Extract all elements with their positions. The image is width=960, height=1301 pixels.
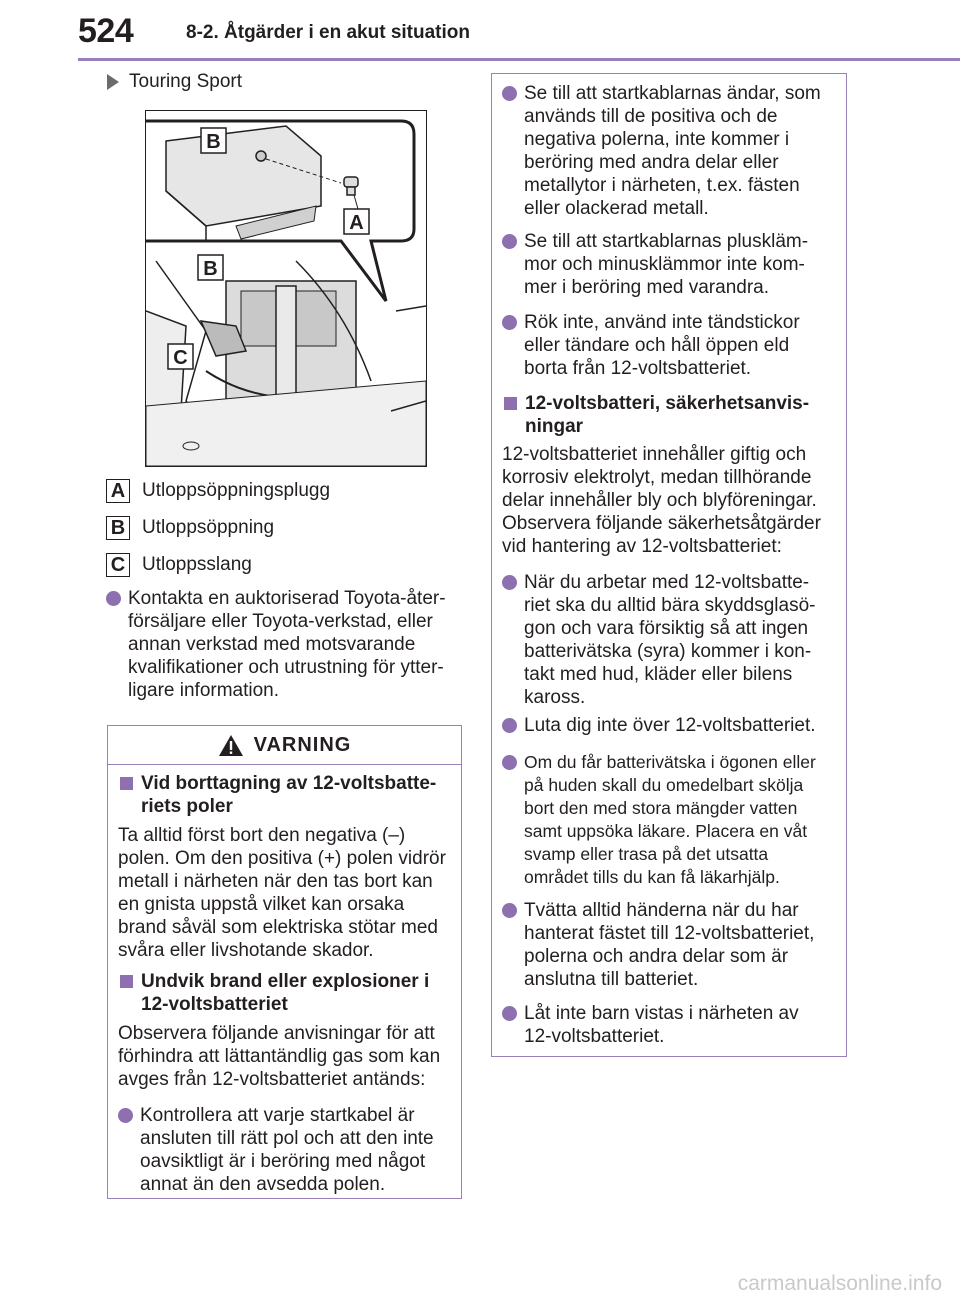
heading-text: Undvik brand eller explosioner i 12-voltsbatteriet (141, 971, 430, 1015)
bullet-dot-icon (502, 86, 517, 101)
legend-text: Utloppsöppning (142, 517, 275, 538)
bullet-text: Kontakta en auktoriserad Toyota-åter- försäljare eller Toyota-verkstad, eller annan verkstad med motsvarande kvalifikationer och utrustning för ytter- ligare information. (128, 588, 446, 701)
legend-key: B (106, 516, 130, 540)
legend-key: C (106, 553, 130, 577)
illustration-svg (146, 111, 426, 466)
right-bullet-no-smoking (502, 311, 842, 380)
bullet-text: Om du får batterivätska i ögonen eller på huden skall du omedelbart skölja bort den med stora mängder vatten samt uppsöka läkare. Placera en våt svamp eller trasa på det utsatta området tills du kan få läkarhjälp. (524, 752, 816, 887)
bullet-text: Tvätta alltid händerna när du har hanterat fästet till 12-voltsbatteriet, polerna och andra delar som är anslutna till batteriet. (524, 900, 815, 990)
right-bullet-lean (502, 714, 842, 737)
warning-heading-poles (118, 772, 453, 818)
callout-a (344, 209, 369, 234)
battery-drain-illustration (145, 110, 427, 467)
bullet-dot-icon (106, 591, 121, 606)
warning-heading-fire (118, 970, 453, 1016)
bullet-dot-icon (502, 903, 517, 918)
warning-label: VARNING (253, 733, 352, 756)
legend-key: A (106, 479, 130, 503)
callout-label: C (173, 347, 188, 369)
warning-header (108, 726, 461, 765)
bullet-text: Låt inte barn vistas i närheten av 12-voltsbatteriet. (524, 1003, 799, 1047)
callout-c (168, 344, 193, 369)
bullet-dot-icon (118, 1108, 133, 1123)
square-marker-icon (120, 975, 133, 988)
legend-item-a (106, 479, 330, 503)
callout-label: B (206, 131, 221, 153)
bullet-dot-icon (502, 234, 517, 249)
right-bullet-goggles (502, 571, 842, 709)
warning-paragraph-fire: Observera följande anvisningar för att förhindra att lättantändlig gas som kan avges från 12-voltsbatteriet antänds: (118, 1023, 441, 1090)
right-bullet-children (502, 1002, 842, 1048)
warning-paragraph-poles: Ta alltid först bort den negativa (–) polen. Om den positiva (+) polen vidrör metall i närheten när den tas bort kan en gnista uppstå vilket kan orsaka brand såväl som elektriska stötar med svåra eller livshotande skador. (118, 825, 446, 961)
right-paragraph-safety: 12-voltsbatteriet innehåller giftig och korrosiv elektrolyt, medan tillhörande delar innehåller bly och blyföreningar. Observera följande säkerhetsåtgärder vid hantering av 12-voltsbatteriet: (502, 444, 821, 557)
right-bullet-wash (502, 899, 842, 991)
heading-text: Vid borttagning av 12-voltsbatte- riets poler (141, 773, 437, 817)
right-bullet-eyes (502, 751, 842, 889)
bullet-dot-icon (502, 315, 517, 330)
right-heading-safety (502, 392, 837, 438)
bullet-dot-icon (502, 1006, 517, 1021)
bullet-text: Luta dig inte över 12-voltsbatteriet. (524, 715, 816, 736)
callout-label: B (203, 258, 218, 280)
page-number: 524 (78, 12, 134, 50)
square-marker-icon (504, 397, 517, 410)
bullet-text: Rök inte, använd inte tändstickor eller tändare och håll öppen eld borta från 12-voltsbatteriet. (524, 312, 800, 379)
bullet-text: Se till att startkablarnas ändar, som används till de positiva och de negativa polerna, inte kommer i beröring med andra delar eller metallytor i närheten, t.ex. fästen eller olackerad metall. (524, 83, 821, 219)
warning-continuation-box (491, 73, 847, 1057)
bullet-dot-icon (502, 755, 517, 770)
bullet-dot-icon (502, 575, 517, 590)
right-bullet-clamps (502, 230, 842, 299)
bullet-dot-icon (502, 718, 517, 733)
callout-b-bottom (198, 255, 223, 280)
warning-triangle-icon (218, 734, 244, 757)
legend-text: Utloppsöppningsplugg (142, 480, 331, 501)
warning-box (107, 725, 462, 1199)
warning-bullet-cables (118, 1104, 458, 1196)
square-marker-icon (120, 777, 133, 790)
triangle-marker-icon (107, 74, 119, 90)
legend-text: Utloppsslang (142, 554, 252, 575)
right-bullet-cable-ends (502, 82, 842, 220)
callout-label: A (349, 212, 364, 234)
callout-b-top (201, 128, 226, 153)
watermark: carmanualsonline.info (737, 1272, 942, 1295)
legend-item-c (106, 553, 252, 577)
bullet-text: Kontrollera att varje startkabel är ansluten till rätt pol och att den inte oavsiktligt är i beröring med något annat än den avsedda polen. (140, 1105, 434, 1195)
bullet-text: När du arbetar med 12-voltsbatte- riet ska du alltid bära skyddsglasö- gon och vara försiktig så att ingen batterivätska (syra) kommer i kon- takt med hud, kläder eller bilens kaross. (524, 572, 816, 708)
subheading-text: Touring Sport (129, 71, 243, 92)
contact-dealer-bullet (106, 587, 466, 702)
subheading (107, 71, 242, 93)
legend-item-b (106, 516, 274, 540)
header-rule (78, 58, 960, 61)
bullet-text: Se till att startkablarnas pluskläm- mor och minusklämmor inte kom- mer i beröring med varandra. (524, 231, 809, 298)
section-title: 8-2. Åtgärder i en akut situation (186, 22, 470, 43)
heading-text: 12-voltsbatteri, säkerhetsanvis- ningar (525, 393, 810, 437)
